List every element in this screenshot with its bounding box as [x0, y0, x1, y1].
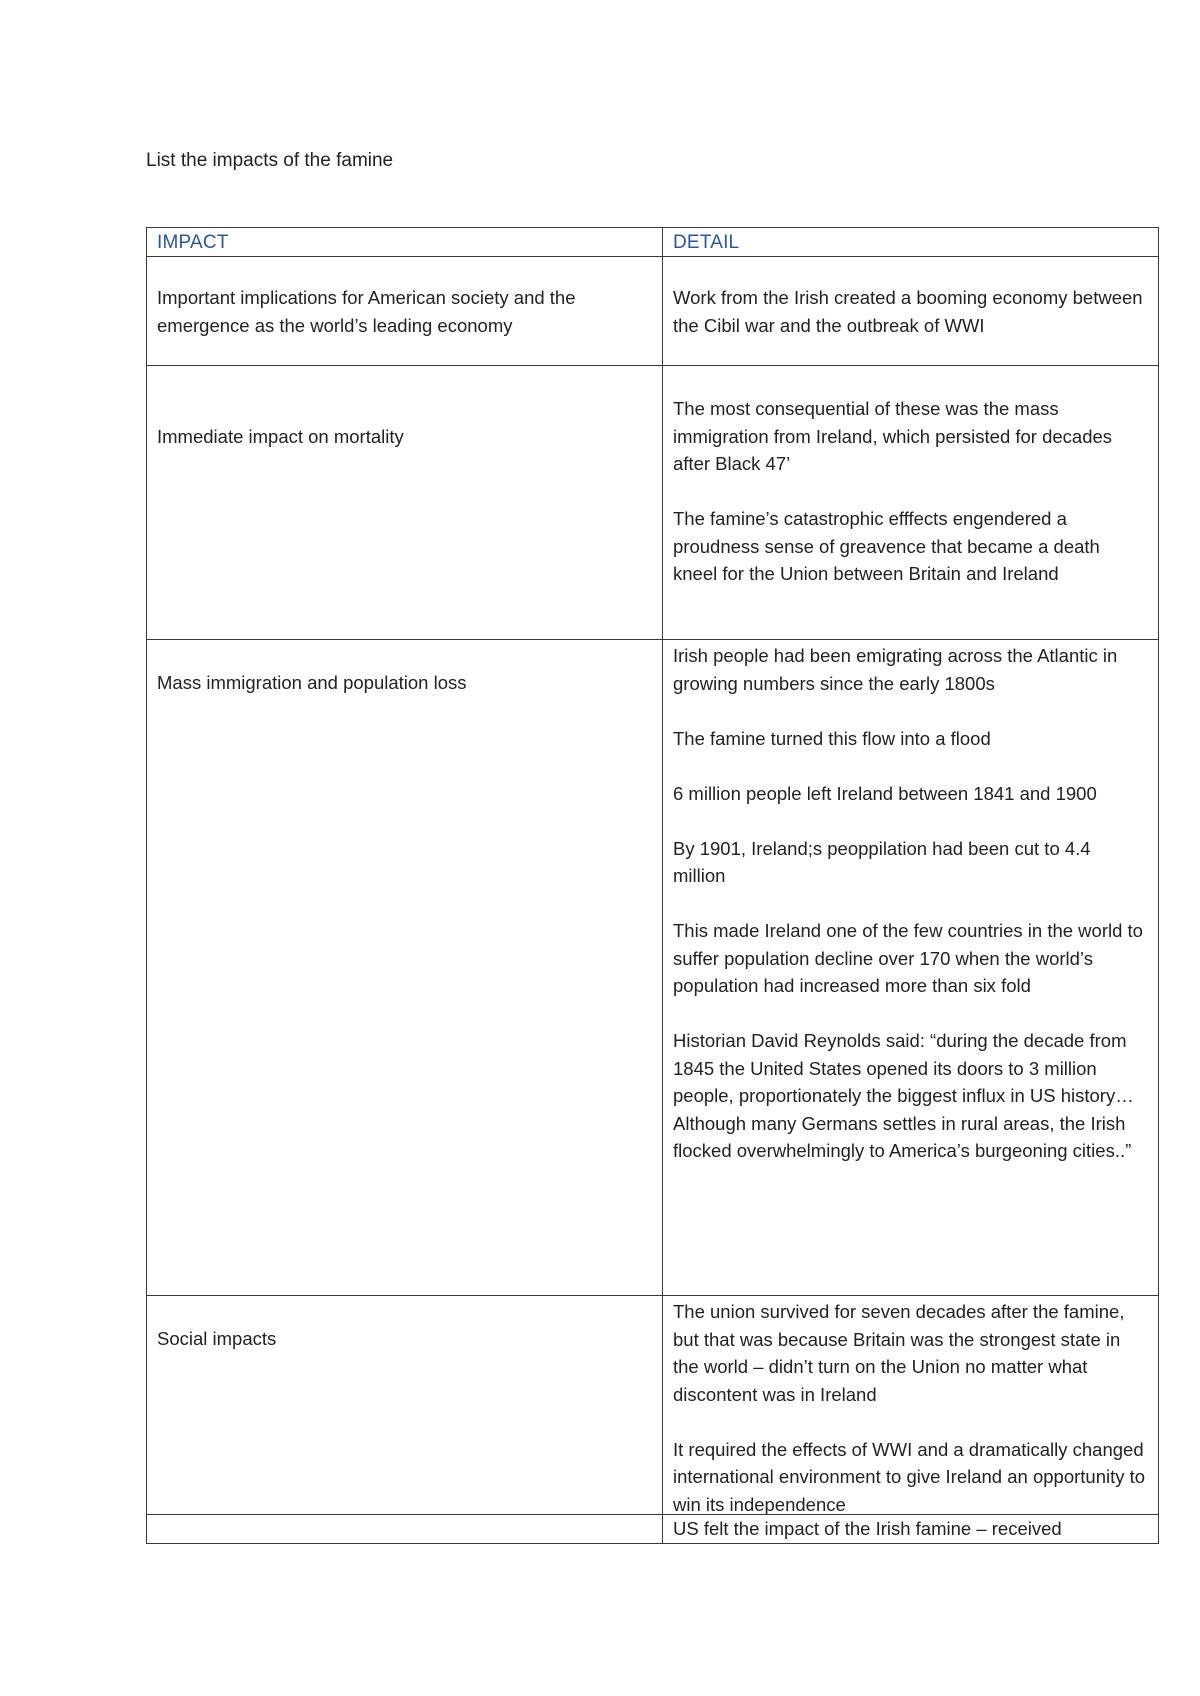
- detail-cell: [663, 640, 1159, 1296]
- detail-paragraph: 6 million people left Ireland between 1841 and 1900: [673, 782, 1097, 804]
- impact-cell: [147, 1515, 663, 1544]
- impact-text: Social impacts: [157, 1328, 277, 1349]
- impact-cell: [147, 366, 663, 640]
- table-row: [147, 366, 1159, 640]
- detail-paragraph: US felt the impact of the Irish famine – received: [673, 1518, 1062, 1539]
- impact-text: Important implications for American society and the emergence as the world’s leading economy: [157, 287, 576, 336]
- detail-paragraph: Historian David Reynolds said: “during the decade from 1845 the United States opened its doors to 3 million people, proportionately the biggest influx in US history… Although many Germans settles in rural areas, the Irish flocked overwhelmingly to America’s burgeoning cities..”: [673, 1030, 1134, 1161]
- impact-cell: [147, 640, 663, 1296]
- detail-cell: [663, 366, 1159, 640]
- detail-paragraph: Irish people had been emigrating across the Atlantic in growing numbers since the early 1800s: [673, 645, 1118, 694]
- detail-cell: [663, 257, 1159, 366]
- impact-column-header: [147, 228, 663, 257]
- detail-paragraph: The famine’s catastrophic efffects engendered a proudness sense of greavence that became a death kneel for the Union between Britain and Ireland: [673, 508, 1100, 584]
- detail-paragraph: The famine turned this flow into a flood: [673, 727, 991, 749]
- detail-cell: [663, 1515, 1159, 1544]
- detail-paragraph: This made Ireland one of the few countries in the world to suffer population decline over 170 when the world’s population had increased more than six fold: [673, 920, 1143, 996]
- impacts-table: [146, 227, 1159, 1544]
- detail-paragraph: Work from the Irish created a booming economy between the Cibil war and the outbreak of WWI: [673, 287, 1143, 336]
- impact-cell: [147, 257, 663, 366]
- table-row: [147, 640, 1159, 1296]
- table-row: [147, 1515, 1159, 1544]
- detail-paragraph: The most consequential of these was the mass immigration from Ireland, which persisted for decades after Black 47’: [673, 398, 1113, 474]
- table-header-row: [147, 228, 1159, 257]
- impact-text: Mass immigration and population loss: [157, 672, 467, 693]
- impact-text: Immediate impact on mortality: [157, 426, 404, 447]
- table-row: [147, 257, 1159, 366]
- detail-column-header: [663, 228, 1159, 257]
- impact-header-label: IMPACT: [157, 232, 229, 253]
- detail-paragraph: The union survived for seven decades after the famine, but that was because Britain was the strongest state in the world – didn’t turn on the Union no matter what discontent was in Ireland: [673, 1301, 1125, 1405]
- page-title: List the impacts of the famine: [146, 150, 394, 171]
- table-row: [147, 1296, 1159, 1515]
- detail-header-label: DETAIL: [673, 232, 740, 253]
- detail-paragraph: By 1901, Ireland;s peoppilation had been cut to 4.4 million: [673, 837, 1091, 886]
- detail-cell: [663, 1296, 1159, 1515]
- detail-paragraph: It required the effects of WWI and a dramatically changed international environment to give Ireland an opportunity to win its independence: [673, 1438, 1146, 1514]
- impact-cell: [147, 1296, 663, 1515]
